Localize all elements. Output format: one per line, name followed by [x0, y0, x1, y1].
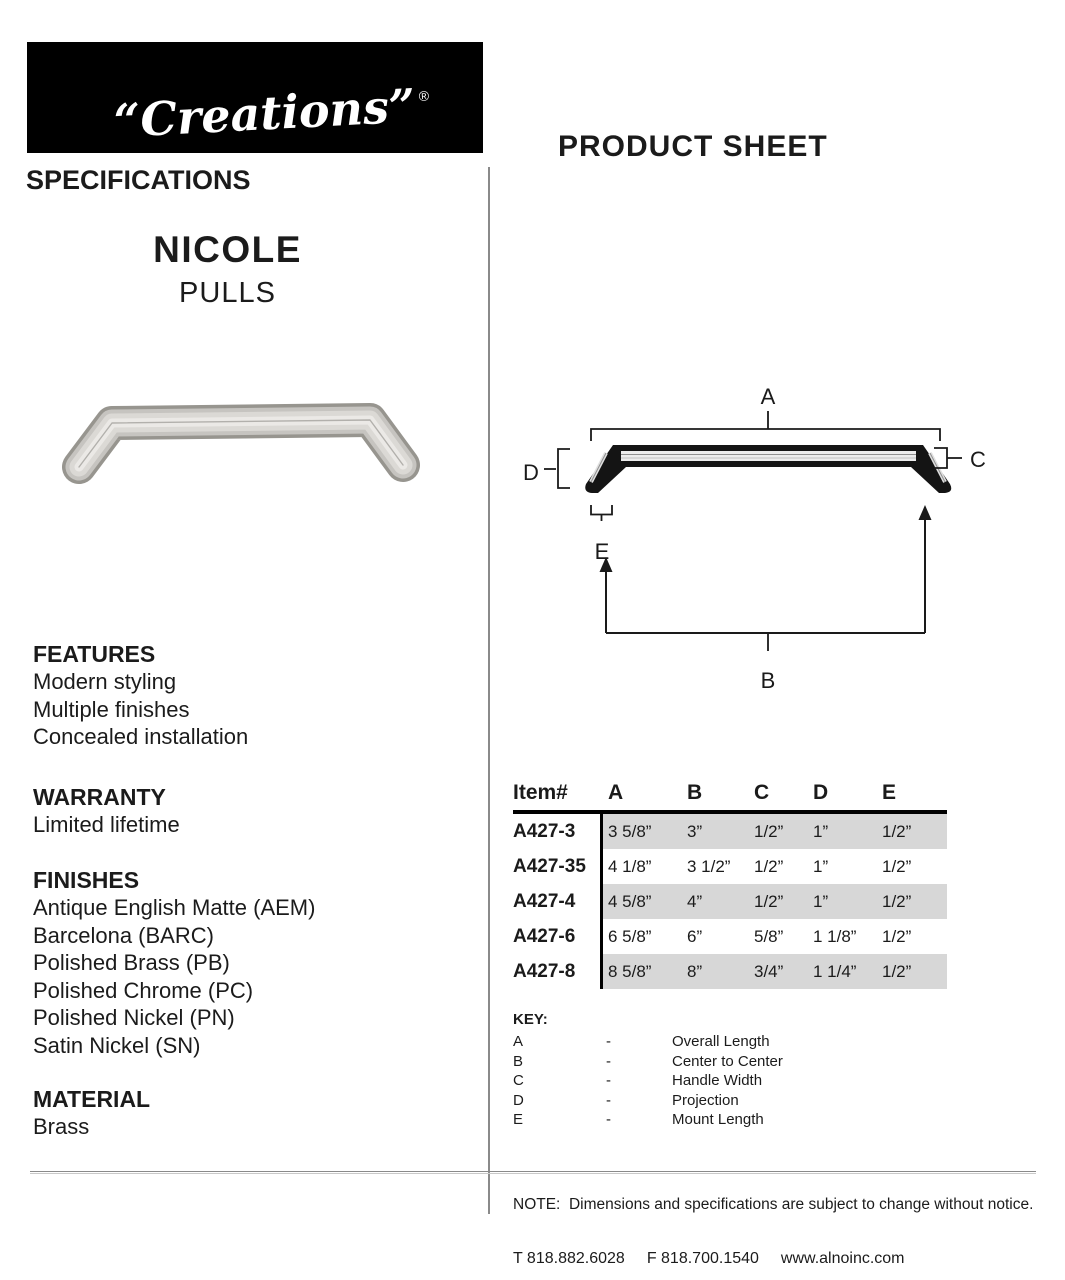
finish-item: Barcelona (BARC)	[33, 922, 214, 948]
col-header-a: A	[608, 781, 624, 804]
key-row	[513, 1091, 783, 1111]
value-a: 3 5/8”	[608, 821, 652, 841]
value-d: 1 1/8”	[813, 926, 857, 946]
website-link[interactable]: www.alnoinc.com	[780, 1250, 905, 1267]
key-row	[513, 1052, 783, 1072]
arrowhead-right	[919, 505, 932, 520]
value-b: 3”	[687, 821, 703, 841]
product-name: NICOLE	[153, 229, 302, 270]
diagram-label-a: A	[760, 384, 776, 409]
dimension-e-bracket	[591, 505, 612, 521]
value-a: 6 5/8”	[608, 926, 652, 946]
col-header-c: C	[754, 781, 770, 804]
value-b: 3 1/2”	[687, 856, 731, 876]
material-item: Brass	[33, 1114, 90, 1139]
table-row	[513, 814, 947, 849]
value-d: 1”	[813, 821, 829, 841]
value-c: 1/2”	[754, 856, 784, 876]
registered-trademark-symbol: ®	[418, 87, 430, 105]
value-d: 1 1/4”	[813, 961, 857, 981]
product-photo	[40, 393, 440, 505]
col-header-d: D	[813, 781, 829, 804]
specifications-heading: SPECIFICATIONS	[26, 165, 251, 195]
diagram-label-e: E	[594, 539, 610, 564]
logo-byline	[280, 154, 453, 185]
footer-note: NOTE: Dimensions and specifications are subject to change without notice.	[513, 1196, 1034, 1213]
value-c: 3/4”	[754, 961, 784, 981]
col-header-b: B	[687, 781, 703, 804]
product-sheet-title: PRODUCT SHEET	[558, 130, 828, 163]
finishes-heading: FINISHES	[33, 867, 140, 893]
key-letter: A	[513, 1033, 524, 1050]
item-number: A427-35	[513, 855, 586, 877]
key-letter: E	[513, 1111, 524, 1129]
warranty-section	[33, 783, 463, 839]
table-vertical-rule	[600, 810, 603, 989]
value-c: 1/2”	[754, 821, 784, 841]
finishes-section	[33, 866, 463, 1059]
value-a: 8 5/8”	[608, 961, 652, 981]
value-e: 1/2”	[882, 891, 912, 911]
material-section	[33, 1085, 463, 1141]
left-sections	[33, 640, 463, 1141]
footer-contact	[513, 1250, 905, 1268]
table-header-rule	[513, 810, 947, 814]
spec-table	[513, 780, 947, 982]
item-number: A427-8	[513, 960, 576, 982]
value-b: 6”	[687, 926, 703, 946]
logo-byline-by: by	[280, 162, 306, 183]
dimension-diagram	[500, 360, 1020, 710]
value-e: 1/2”	[882, 961, 912, 981]
item-number: A427-4	[513, 890, 576, 912]
feature-item: Concealed installation	[33, 724, 249, 749]
finish-item: Antique English Matte (AEM)	[33, 895, 316, 920]
key-desc: Overall Length	[672, 1033, 770, 1050]
finish-item: Polished Nickel (PN)	[33, 1005, 235, 1030]
table-row	[513, 849, 947, 884]
footer-rule	[30, 1171, 1036, 1174]
handle-profile-drawing	[585, 445, 951, 493]
spec-table-header	[513, 780, 947, 810]
value-a: 4 1/8”	[608, 856, 652, 876]
value-d: 1”	[813, 856, 829, 876]
creations-logo-script	[84, 76, 457, 159]
table-row	[513, 884, 947, 919]
spec-table-body	[513, 814, 947, 989]
feature-item: Modern styling	[33, 669, 177, 694]
value-e: 1/2”	[882, 856, 912, 876]
key-separator: -	[606, 1052, 611, 1070]
value-b: 8”	[687, 961, 703, 981]
table-row	[513, 954, 947, 989]
key-row	[513, 1071, 783, 1091]
value-e: 1/2”	[882, 926, 912, 946]
key-legend	[513, 1009, 783, 1130]
key-desc: Center to Center	[672, 1052, 783, 1070]
column-divider	[488, 167, 490, 1214]
value-b: 4”	[687, 891, 703, 911]
key-desc: Projection	[672, 1091, 739, 1109]
value-c: 1/2”	[754, 891, 784, 911]
finish-item: Polished Brass (PB)	[33, 950, 230, 975]
fax-number: F 818.700.1540	[646, 1250, 759, 1267]
key-separator: -	[606, 1091, 611, 1109]
value-c: 5/8”	[754, 926, 784, 946]
material-heading: MATERIAL	[33, 1086, 151, 1112]
item-number: A427-6	[513, 925, 576, 947]
features-section	[33, 640, 463, 751]
key-letter: B	[513, 1052, 524, 1070]
key-desc: Mount Length	[672, 1111, 764, 1129]
feature-item: Multiple finishes	[33, 696, 190, 722]
warranty-heading: WARRANTY	[33, 783, 166, 810]
col-header-e: E	[882, 781, 897, 804]
dimension-a-bracket	[591, 411, 940, 441]
key-separator: -	[606, 1033, 611, 1050]
col-header-item: Item#	[513, 781, 568, 804]
key-desc: Handle Width	[672, 1072, 763, 1090]
finish-item: Satin Nickel (SN)	[33, 1032, 201, 1058]
key-separator: -	[606, 1111, 611, 1129]
diagram-label-b: B	[760, 668, 776, 693]
features-heading: FEATURES	[33, 641, 156, 667]
product-category: PULLS	[179, 277, 276, 309]
key-row	[513, 1110, 783, 1130]
key-separator: -	[606, 1072, 611, 1090]
key-title: KEY:	[513, 1011, 548, 1028]
phone-number: T 818.882.6028	[513, 1250, 625, 1267]
value-a: 4 5/8”	[608, 891, 652, 911]
warranty-item: Limited lifetime	[33, 811, 180, 837]
value-d: 1”	[813, 891, 829, 911]
diagram-label-d: D	[523, 460, 539, 485]
dimension-b-lines	[606, 517, 925, 651]
diagram-label-c: C	[970, 447, 986, 472]
logo-company-name: ALNO, INC.	[305, 154, 453, 184]
finish-item: Polished Chrome (PC)	[33, 977, 254, 1003]
key-row	[513, 1032, 783, 1052]
item-number: A427-3	[513, 820, 576, 842]
key-letter: D	[513, 1091, 524, 1109]
creations-logo-text: “Creations”	[112, 78, 417, 149]
dimension-d-bracket	[544, 449, 570, 488]
table-row	[513, 919, 947, 954]
value-e: 1/2”	[882, 821, 912, 841]
pull-handle-image	[79, 420, 403, 467]
key-letter: C	[513, 1072, 524, 1090]
